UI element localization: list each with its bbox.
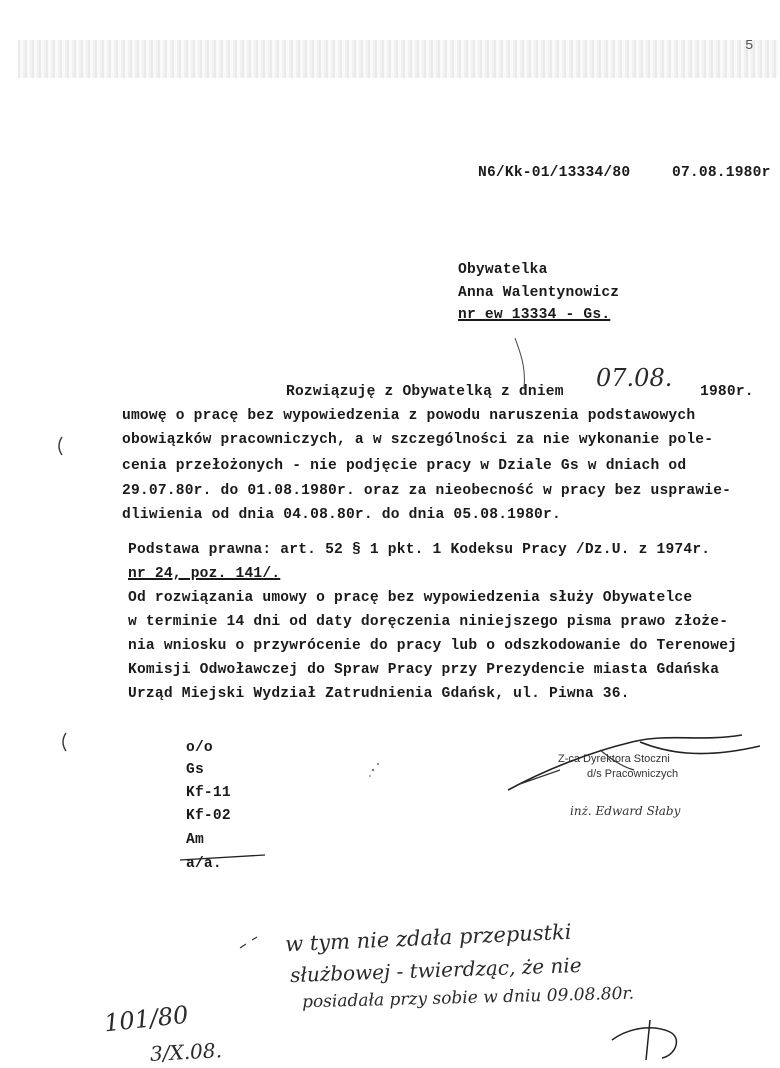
handwritten-note-line: służbowej - twierdząc, że nie — [289, 952, 582, 988]
body-line: cenia przełożonych - nie podjęcie pracy w Dziale Gs w dniach od — [122, 458, 687, 474]
legal-line: nia wniosku o przywrócenie do pracy lub o odszkodowanie do Terenowej — [128, 638, 738, 654]
page-number: 5 — [745, 38, 754, 54]
signer-name: inż. Edward Słaby — [570, 804, 681, 818]
body-line: umowę o pracę bez wypowiedzenia z powodu naruszenia podstawowych — [122, 408, 696, 424]
legal-line: Od rozwiązania umowy o pracę bez wypowiedzenia służy Obywatelce — [128, 590, 693, 606]
handwritten-note-line: w tym nie zdała przepustki — [284, 919, 572, 957]
legal-line: nr 24, poz. 141/. — [128, 566, 281, 582]
distribution-item: Gs — [186, 762, 204, 778]
handwritten-ref-date: 3/X.08. — [149, 1038, 223, 1066]
legal-line: Komisji Odwoławczej do Spraw Pracy przy Prezydencie miasta Gdańska — [128, 662, 720, 678]
body-line-1-prefix: Rozwiązuję z Obywatelką z dniem — [286, 384, 564, 400]
photocopy-edge — [18, 40, 778, 78]
document-date: 07.08.1980r — [672, 165, 771, 181]
body-line: dliwienia od dnia 04.08.80r. do dnia 05.08.1980r. — [122, 507, 561, 523]
addressee-name: Anna Walentynowicz — [458, 285, 620, 301]
handwritten-note-line: posiadała przy sobie w dniu 09.08.80r. — [301, 983, 635, 1013]
pen-tick — [240, 937, 257, 948]
reference-number: N6/Kk-01/13334/80 — [478, 165, 631, 181]
margin-mark — [59, 437, 62, 455]
speck — [369, 775, 371, 777]
body-line-1-suffix: 1980r. — [700, 384, 754, 400]
body-handwritten-date: 07.08. — [596, 364, 673, 392]
legal-line: w terminie 14 dni od daty doręczenia niniejszego pisma prawo złoże- — [128, 614, 729, 630]
initials-signature — [612, 1020, 676, 1060]
annotation-line — [515, 338, 524, 388]
speck — [377, 763, 379, 765]
addressee-number: nr ew 13334 - Gs. — [458, 307, 611, 323]
body-line: 29.07.80r. do 01.08.1980r. oraz za nieobecność w pracy bez usprawie- — [122, 483, 732, 499]
distribution-item: Am — [186, 832, 204, 848]
signature-stamp-title: Z-ca Dyrektora Stoczni — [558, 753, 670, 765]
distribution-item: a/a. — [186, 856, 222, 872]
margin-mark — [63, 733, 66, 751]
speck — [372, 769, 374, 771]
distribution-item: Kf-11 — [186, 785, 231, 801]
body-line: obowiązków pracowniczych, a w szczególności za nie wykonanie pole- — [122, 432, 714, 448]
distribution-item: Kf-02 — [186, 808, 231, 824]
addressee-title: Obywatelka — [458, 262, 548, 278]
legal-line: Podstawa prawna: art. 52 § 1 pkt. 1 Kodeksu Pracy /Dz.U. z 1974r. — [128, 542, 711, 558]
distribution-item: o/o — [186, 740, 213, 756]
handwritten-ref-number: 101/80 — [102, 1000, 190, 1038]
signature-stamp-dept: d/s Pracowniczych — [587, 768, 679, 780]
legal-line: Urząd Miejski Wydział Zatrudnienia Gdańsk, ul. Piwna 36. — [128, 686, 630, 702]
